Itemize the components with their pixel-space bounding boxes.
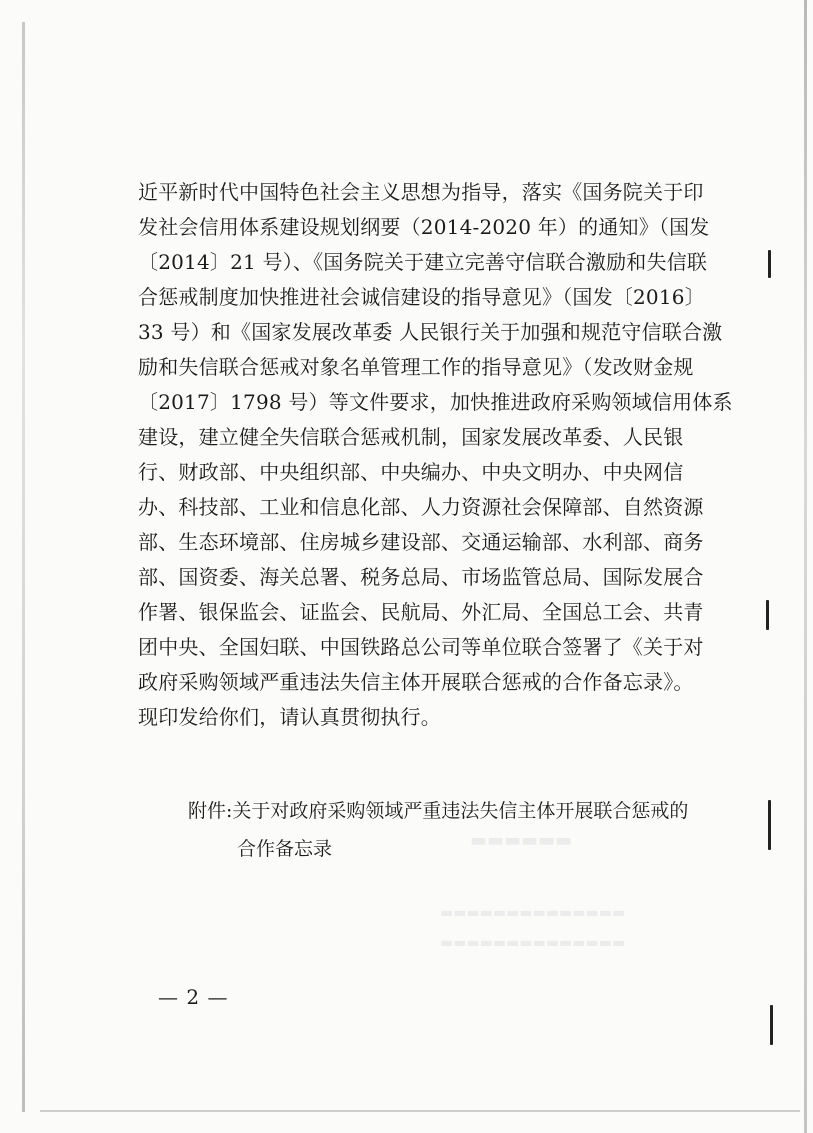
body-line: 部、生态环境部、住房城乡建设部、交通运输部、水利部、商务 — [138, 530, 704, 554]
body-line: 办、科技部、工业和信息化部、人力资源社会保障部、自然资源 — [138, 495, 704, 519]
scan-right-edge — [804, 0, 807, 1133]
attachment-note — [188, 792, 688, 868]
scan-bottom-edge — [40, 1110, 800, 1112]
body-line: 发社会信用体系建设规划纲要（2014-2020 年）的通知》（国发 — [138, 215, 710, 239]
body-line: 〔2014〕21 号）、《国务院关于建立完善守信联合激励和失信联 — [138, 250, 708, 274]
bleed-through-mark: ▬▬▬▬▬▬▬▬▬▬▬▬▬▬ — [440, 905, 626, 921]
page-number: — 2 — — [158, 985, 229, 1009]
body-line: 近平新时代中国特色社会主义思想为指导，落实《国务院关于印 — [138, 180, 704, 204]
bleed-through-mark: ▬▬▬▬▬▬ — [470, 830, 573, 851]
scan-left-edge — [22, 22, 25, 1112]
body-line: 励和失信联合惩戒对象名单管理工作的指导意见》（发改财金规 — [138, 355, 694, 379]
body-line: 部、国资委、海关总署、税务总局、市场监管总局、国际发展合 — [138, 565, 704, 589]
body-line: 政府采购领域严重违法失信主体开展联合惩戒的合作备忘录》。 — [138, 670, 694, 694]
body-line: 建设，建立健全失信联合惩戒机制，国家发展改革委、人民银 — [138, 425, 684, 449]
body-line: 33 号）和《国家发展改革委 人民银行关于加强和规范守信联合激 — [138, 320, 723, 344]
body-line: 团中央、全国妇联、中国铁路总公司等单位联合签署了《关于对 — [138, 635, 704, 659]
attachment-line: 合作备忘录 — [237, 838, 333, 860]
binder-mark — [766, 600, 769, 630]
body-paragraph — [138, 175, 733, 735]
body-line: 行、财政部、中央组织部、中央编办、中央文明办、中央网信 — [138, 460, 684, 484]
binder-mark — [768, 250, 771, 278]
binder-mark — [768, 800, 771, 850]
binder-mark — [770, 1005, 773, 1045]
bleed-through-mark: ▬▬▬▬▬▬▬▬▬▬▬▬▬▬ — [440, 935, 626, 951]
body-line: 现印发给你们，请认真贯彻执行。 — [138, 705, 441, 729]
attachment-line: 附件:关于对政府采购领域严重违法失信主体开展联合惩戒的 — [188, 800, 689, 822]
body-line: 作署、银保监会、证监会、民航局、外汇局、全国总工会、共青 — [138, 600, 704, 624]
body-line: 合惩戒制度加快推进社会诚信建设的指导意见》（国发〔2016〕 — [138, 285, 705, 309]
body-line: 〔2017〕1798 号）等文件要求，加快推进政府采购领域信用体系 — [138, 390, 733, 414]
